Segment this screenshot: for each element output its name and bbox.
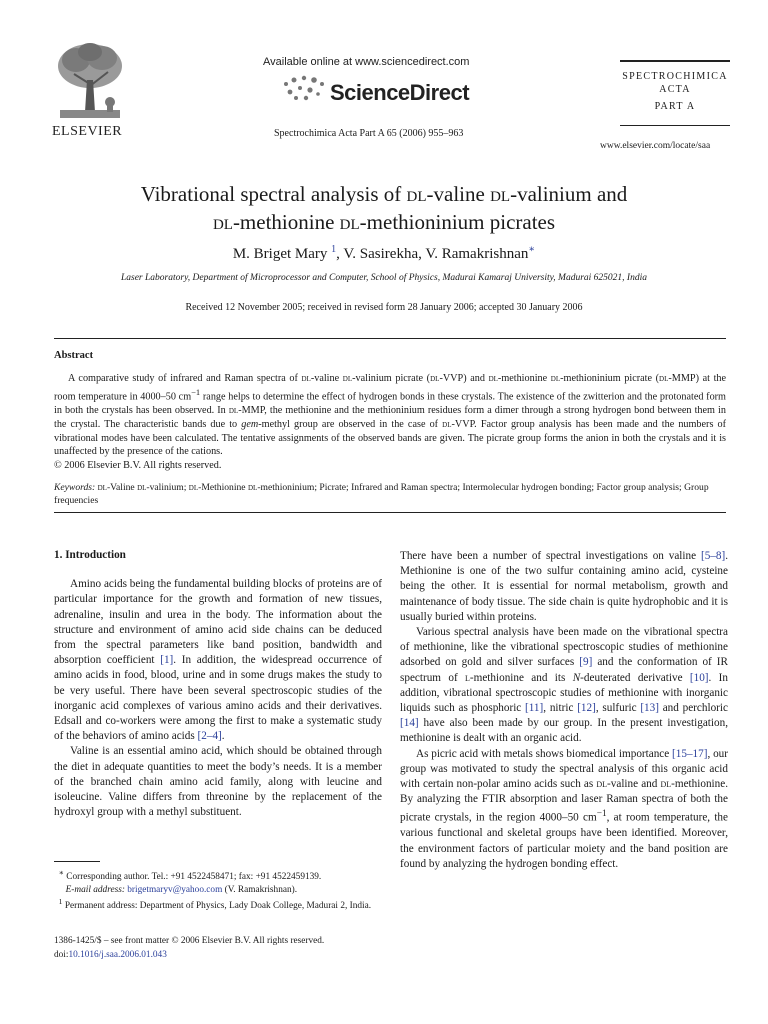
right-column <box>400 549 728 872</box>
publisher-name: ELSEVIER <box>52 124 123 139</box>
journal-url-link[interactable]: www.elsevier.com/locate/saa <box>600 141 711 151</box>
paragraph: Various spectral analysis have been made on the vibrational spectra of methionine, like the vibrational spectroscopic studies of methionine adsorbed on gold and silver surfaces [9] and the conformation of IR spectrum of l-methionine and its N-deuterated derivative [10]. In addition, vibrational spectroscopic studies of methionine with inorganic liquids such as phosphoric [11], nitric [12], sulfuric [13] and perchloric [14] have also been made by our group. In the present investigation, methionine is dealt with an organic acid. <box>400 626 728 745</box>
divider <box>54 512 726 513</box>
footnotes <box>54 867 384 913</box>
available-online-text: Available online at www.sciencedirect.com <box>263 56 470 68</box>
corresponding-marker[interactable]: ∗ <box>528 244 536 255</box>
abstract-heading: Abstract <box>54 350 94 361</box>
journal-reference: Spectrochimica Acta Part A 65 (2006) 955–963 <box>274 128 464 139</box>
author-name: M. Briget Mary <box>232 246 328 262</box>
divider <box>54 338 726 339</box>
left-column <box>54 548 382 820</box>
sciencedirect-dots-icon <box>282 74 328 109</box>
footnote-email: E-mail address: brigetmaryv@yahoo.com (V. Ramakrishnan). <box>65 884 298 895</box>
doi-line: doi:10.1016/j.saa.2006.01.043 <box>54 950 167 960</box>
paragraph: Valine is an essential amino acid, which should be obtained through the diet in adequate quantities to meet the body’s needs. It is a member of the branched chain amino acid family, along with leucine and isoleucine. Valine differs from threonine by the replacement of the hydroxyl group with a methyl substituent. <box>54 745 382 819</box>
author-names: , V. Sasirekha, V. Ramakrishnan <box>336 246 529 262</box>
sciencedirect-brand: ScienceDirect <box>330 80 470 105</box>
author-list <box>0 244 768 263</box>
footnote-marker[interactable]: 1 <box>331 244 337 255</box>
footnote-corresponding: ∗ Corresponding author. Tel.: +91 4522458471; fax: +91 4522459139. <box>58 868 322 883</box>
journal-title-box <box>620 60 730 126</box>
journal-box-line: SPECTROCHIMICA <box>622 71 728 82</box>
doi-link[interactable]: 10.1016/j.saa.2006.01.043 <box>68 950 167 960</box>
paragraph: There have been a number of spectral investigations on valine [5–8]. Methionine is one of the two sulfur containing amino acid, cysteine being the other. It is essential for normal metabolism, growth and maintenance of body tissue. The side chain is quite hydrophobic and it is usually buried within proteins. <box>400 550 728 623</box>
keywords: Keywords: dl-Valine dl-valinium; dl-Methionine dl-methioninium; Picrate; Infrared and Raman spectra; Intermolecular hydrogen bonding; Factor group analysis; Group frequencies <box>54 482 709 506</box>
article-meta <box>54 934 324 962</box>
elsevier-tree-logo <box>54 40 126 136</box>
journal-box-line: ACTA <box>659 84 691 95</box>
paragraph: Amino acids being the fundamental building blocks of proteins are of particular importance for the growth and formation of new tissues, adrenaline, insulin and urea in the body. The information about the structure and environment of amino acid side chains can be deduced from the spectral parameters like band position, bandwidth and absorption coefficient [1]. In addition, the widespread occurrence of amino acids in food, blood, urine and in some drugs makes the study to be very useful. There have been several spectroscopic studies of the inorganic acid complexes of various amino acids and their derivatives. Edsall and co-workers were among the first to make a systematic study of the behaviors of amino acids [2–4]. <box>54 578 382 743</box>
abstract-text: A comparative study of infrared and Raman spectra of dl-valine dl-valinium picrate (dl-VVP) and dl-methionine dl-methioninium picrate (dl-MMP) at the room temperature in 4000–50 $cm^{-1}$ range helps to determine the effect of hydrogen bonds in these crystals. The existence of the zwitterion and the protonated form in both the crystals has been observed. In dl-MMP, the methionine and the methioninium residues form a dimer through a strong hydrogen bond between them in the crystal. The characteristic bands due to gem-methyl group are observed in the case of dl-VVP. Factor group analysis has been made and the numbers of vibrational modes have been calculated. The tentative assignments of the observed bands are given. The picrate group forms the anion in both the crystals and it is unaffected by the presence of the cations. <box>54 373 727 458</box>
abstract-copyright: © 2006 Elsevier B.V. All rights reserved. <box>54 460 222 472</box>
issn-line: 1386-1425/$ – see front matter © 2006 Elsevier B.V. All rights reserved. <box>54 936 325 946</box>
article-title: Vibrational spectral analysis of dl-valine dl-valinium and dl-methionine dl-methioninium picrates <box>140 182 628 234</box>
footnote-permanent: $^1$ Permanent address: Department of Physics, Lady Doak College, Madurai 2, India. <box>58 897 372 912</box>
paragraph: As picric acid with metals shows biomedical importance [15–17], our group was motivated to study the spectral analysis of this organic acid with certain non-polar amino acids such as dl-valine and dl-methionine. By analyzing the FTIR absorption and laser Raman spectra of both the picrate crystals, in the region 4000–50 $cm^{-1}$, at room temperature, the various functional and skeletal groups have been identified. Moreover, the environment factors of particular moiety and the band position are found by analyzing the hydrogen bonding effect. <box>400 747 728 870</box>
abstract-body <box>54 372 726 473</box>
journal-box-line: PART A <box>654 101 696 112</box>
received-dates: Received 12 November 2005; received in revised form 28 January 2006; accepted 30 January 2006 <box>185 302 583 313</box>
affiliation: Laser Laboratory, Department of Microprocessor and Computer, School of Physics, Madurai Kamaraj University, Madurai 625021, India <box>120 273 647 283</box>
section-heading: 1. Introduction <box>54 549 126 561</box>
footnote-divider <box>54 861 100 862</box>
